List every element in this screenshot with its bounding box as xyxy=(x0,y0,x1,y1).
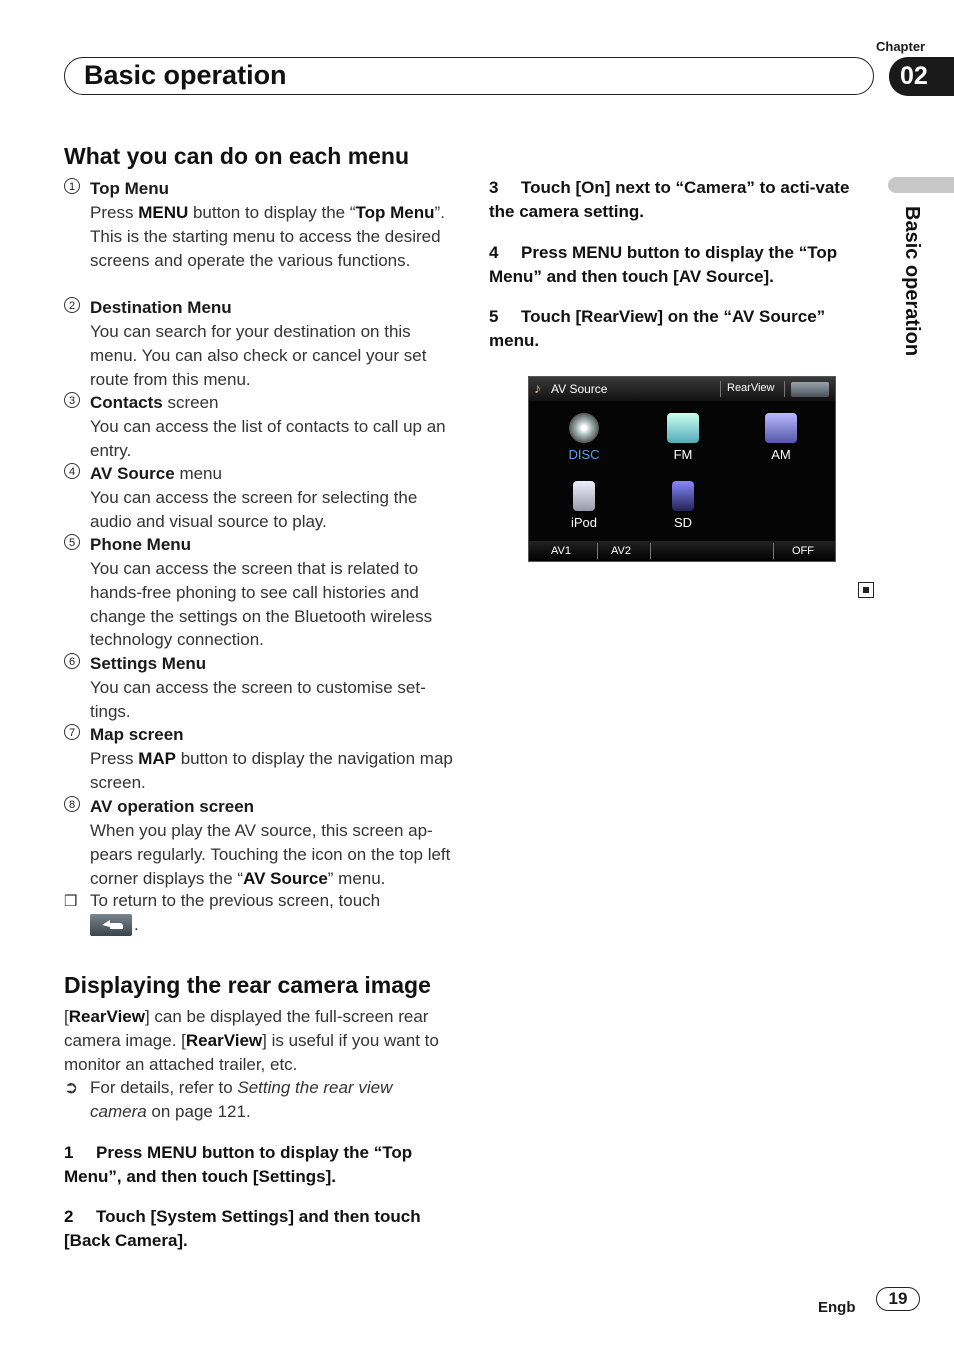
section-heading: What you can do on each menu xyxy=(64,143,410,169)
item-number: 3 xyxy=(64,392,80,408)
intro-paragraph: [RearView] can be displayed the full-screen rear camera image. [RearView] is useful if you want to monitor an attached trailer, etc. xyxy=(64,1007,439,1074)
sd-card-icon xyxy=(672,481,694,511)
back-button-icon xyxy=(90,914,132,936)
side-tab xyxy=(888,177,954,193)
item-number: 1 xyxy=(64,178,80,194)
music-note-icon: ♪ xyxy=(534,380,541,396)
chapter-number: 02 xyxy=(889,57,954,96)
item-body: When you play the AV source, this screen ap-pears regularly. Touching the icon on the top left corner displays the “AV Source” menu. xyxy=(90,821,451,888)
item-body: You can access the screen to customise set-tings. xyxy=(90,678,426,721)
item-number: 5 xyxy=(64,534,80,550)
step-2: 2 Touch [System Settings] and then touch [Back Camera]. xyxy=(64,1207,421,1250)
am-tile: AM xyxy=(751,413,811,462)
step-5: 5 Touch [RearView] on the “AV Source” menu. xyxy=(489,307,826,350)
item-number: 4 xyxy=(64,463,80,479)
disc-icon xyxy=(569,413,599,443)
item-number: 7 xyxy=(64,724,80,740)
item-body: You can access the screen that is related to hands-free phoning to see call histories and change the settings on the Bluetooth wireless technology connection. xyxy=(90,559,433,650)
item-number: 6 xyxy=(64,653,80,669)
off-button: OFF xyxy=(792,545,814,557)
section-heading: Displaying the rear camera image xyxy=(64,972,431,998)
side-label: Basic operation xyxy=(901,206,923,357)
item-body: Press MENU button to display the “Top Menu”. This is the starting menu to access the desired screens and operate the various functions. xyxy=(90,203,445,270)
screen-bottom-bar xyxy=(529,541,835,561)
item-heading: Top Menu xyxy=(90,179,169,198)
radio-fm-icon xyxy=(667,413,699,443)
screen-top-bar xyxy=(529,377,835,401)
end-mark-icon xyxy=(858,582,874,598)
reference-note: ➲ For details, refer to Setting the rear view camera on page 121. xyxy=(64,1078,393,1121)
page-title: Basic operation xyxy=(84,60,287,90)
av2-button: AV2 xyxy=(611,545,631,557)
item-number: 2 xyxy=(64,297,80,313)
item-number: 8 xyxy=(64,796,80,812)
screen-back-icon xyxy=(791,382,829,397)
chapter-label: Chapter xyxy=(876,39,926,54)
item-heading: AV operation screen xyxy=(90,797,255,816)
step-4: 4 Press MENU button to display the “Top Menu” and then touch [AV Source]. xyxy=(489,243,838,286)
item-heading: AV Source menu xyxy=(90,464,222,483)
ipod-icon xyxy=(573,481,595,511)
language-label: Engb xyxy=(818,1299,856,1316)
item-body: You can access the screen for selecting the audio and visual source to play. xyxy=(90,488,418,531)
ipod-tile: iPod xyxy=(554,481,614,530)
note: ❒ To return to the previous screen, touch xyxy=(64,891,381,910)
item-heading: Map screen xyxy=(90,725,184,744)
step-3: 3 Touch [On] next to “Camera” to acti-vate the camera setting. xyxy=(489,178,850,221)
item-body: Press MAP button to display the navigation map screen. xyxy=(90,749,453,792)
item-body: You can access the list of contacts to call up an entry. xyxy=(90,417,446,460)
av1-button: AV1 xyxy=(551,545,571,557)
page-number: 19 xyxy=(876,1287,920,1311)
fm-tile: FM xyxy=(653,413,713,462)
radio-am-icon xyxy=(765,413,797,443)
step-1: 1 Press MENU button to display the “Top Menu”, and then touch [Settings]. xyxy=(64,1143,413,1186)
item-heading: Contacts screen xyxy=(90,393,219,412)
item-heading: Phone Menu xyxy=(90,535,192,554)
rearview-button: RearView xyxy=(727,382,775,394)
screen-title: AV Source xyxy=(551,382,608,396)
item-heading: Settings Menu xyxy=(90,654,207,673)
disc-tile: DISC xyxy=(554,413,614,462)
item-body: You can search for your destination on this menu. You can also check or cancel your set route from this menu. xyxy=(90,322,427,389)
item-heading: Destination Menu xyxy=(90,298,232,317)
sd-tile: SD xyxy=(653,481,713,530)
av-source-screenshot xyxy=(528,376,836,562)
